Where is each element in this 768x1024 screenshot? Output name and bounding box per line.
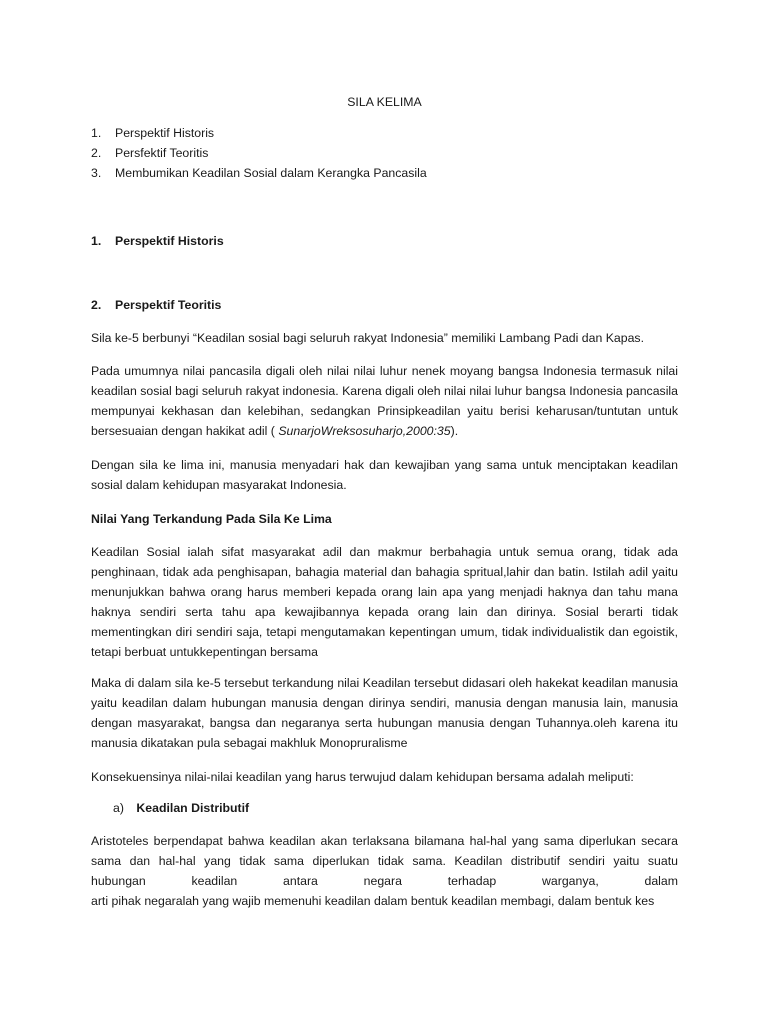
section-title: Perspektif Historis [115,234,224,248]
paragraph-lambang: Sila ke-5 berbunyi “Keadilan sosial bagi seluruh rakyat Indonesia” memiliki Lambang Padi dan Kapas. [91,331,644,345]
table-of-contents [91,123,427,183]
toc-item-label: Membumikan Keadilan Sosial dalam Kerangka Pancasila [115,166,427,180]
paragraph-text: Pada umumnya nilai pancasila digali oleh nilai nilai luhur nenek moyang bangsa Indonesia termasuk nilai keadilan sosial bagi seluruh rakyat indonesia. Karena digali oleh nilai nilai luhur bangsa Indonesia pancasila mempunyai kekhasan dan kelebihan, sedangkan Prinsipkeadilan yaitu berisi keharusan/tuntutan untuk bersesuaian dengan hakikat adil ( [91,364,678,438]
paragraph-keadilan-sosial: Keadilan Sosial ialah sifat masyarakat adil dan makmur berbahagia untuk semua orang, tidak ada penghinaan, tidak ada penghisapan, bahagia material dan bahagia spritual,lahir dan batin. Istilah adil yaitu menunjukkan bahwa orang harus memberi kepada orang lain apa yang menjadi haknya dan tahu mana haknya sendiri serta tahu apa kewajibannya kepada orang lain dan dirinya. Sosial berarti tidak mementingkan diri sendiri saja, tetapi mengutamakan kepentingan umum, tidak individualistik dan egoistik, tetapi berbuat untukkepentingan bersama [91,545,678,659]
toc-item-number: 3. [91,166,102,180]
paragraph-line: hubungan keadilan antara negara terhadap warganya, dalam [91,874,678,888]
section-number: 2. [91,298,102,312]
section-number: 1. [91,234,102,248]
paragraph-line: Aristoteles berpendapat bahwa keadilan akan terlaksana bilamana hal-hal yang sama diperlukan secara [91,834,678,848]
paragraph-aristoteles [91,831,678,911]
paragraph-konsekuensi: Konsekuensinya nilai-nilai keadilan yang harus terwujud dalam kehidupan bersama adalah meliputi: [91,770,634,784]
toc-item-number: 1. [91,126,102,140]
citation: SunarjoWreksosuharjo,2000:35 [278,424,451,438]
document-page [91,0,678,1024]
toc-item-label: Perspektif Historis [115,126,215,140]
toc-item [91,163,427,183]
document-title: SILA KELIMA [347,95,422,109]
paragraph-line: sama dan hal-hal yang tidak sama diperlukan tidak sama. Keadilan distributif sendiri yaitu suatu [91,854,678,868]
section-title: Perspektif Teoritis [115,298,222,312]
section-heading-teoritis [91,295,221,315]
citation-close: ). [450,424,459,438]
toc-item [91,123,427,143]
paragraph-hak-kewajiban: Dengan sila ke lima ini, manusia menyadari hak dan kewajiban yang sama untuk menciptakan keadilan sosial dalam kehidupan masyarakat Indonesia. [91,458,678,492]
subsection-letter: a) [113,801,124,815]
paragraph-hakekat-keadilan: Maka di dalam sila ke-5 tersebut terkandung nilai Keadilan tersebut didasari oleh hakekat keadilan manusia yaitu keadilan dalam hubungan manusia dengan dirinya sendiri, manusia dengan manusia lain, manusia dengan masyarakat, bangsa dan negaranya serta hubungan manusia dengan Tuhannya.oleh karena itu manusia dikatakan pula sebagai makhluk Monopruralisme [91,676,678,750]
toc-item [91,143,427,163]
subsection-heading-distributif [113,798,249,818]
section-heading-historis [91,231,224,251]
toc-item-label: Persfektif Teoritis [115,146,209,160]
paragraph-nilai-pancasila [91,361,678,441]
toc-item-number: 2. [91,146,102,160]
subsection-title: Keadilan Distributif [136,801,250,815]
paragraph-line: arti pihak negaralah yang wajib memenuhi keadilan dalam bentuk keadilan membagi, dalam bentuk kes [91,894,655,908]
subheading-nilai: Nilai Yang Terkandung Pada Sila Ke Lima [91,512,332,526]
